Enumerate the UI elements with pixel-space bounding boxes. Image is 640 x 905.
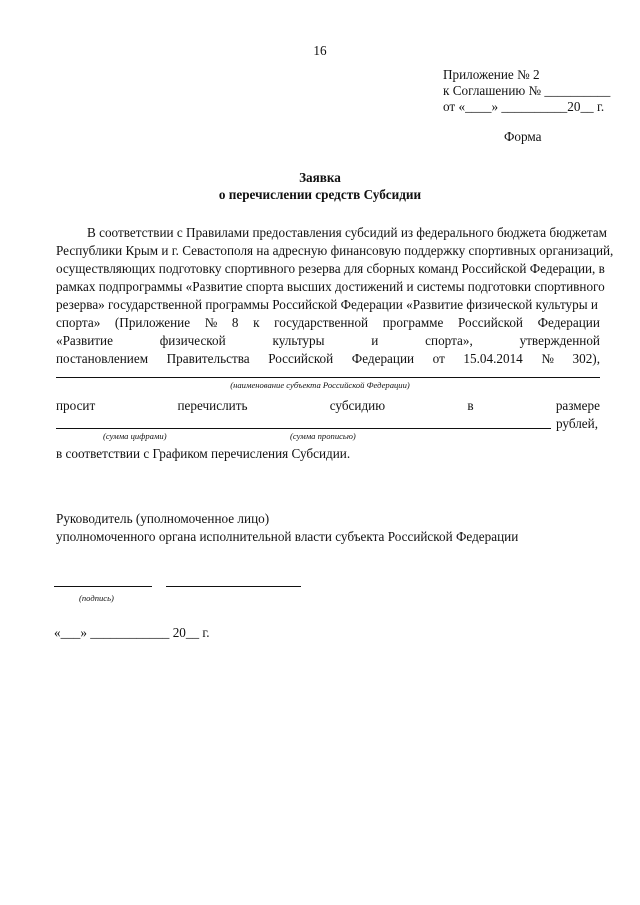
body-line-6-word: Российской: [458, 315, 523, 330]
body-line-1: В соответствии с Правилами предоставления субсидий из федерального бюджета бюджетам: [87, 225, 607, 240]
sum-digits-caption: (сумма цифрами): [103, 431, 167, 441]
body-line-7-word: «Развитие: [56, 333, 113, 348]
request-word: перечислить: [177, 398, 248, 413]
document-title: Заявка: [299, 170, 341, 185]
body-line-8-word: Правительства: [166, 351, 250, 366]
body-line-7-word: и: [371, 333, 379, 348]
body-line-6-word: №: [204, 315, 218, 330]
body-line-8-word: Федерации: [351, 351, 415, 366]
page-number: 16: [313, 43, 327, 58]
body-line-3: осуществляющих подготовку спортивного резерва для сборных команд Российской Федерации, в: [56, 261, 605, 276]
body-line-7-word: физической: [159, 333, 226, 348]
request-word: размере: [555, 398, 600, 413]
body-line-2: Республики Крым и г. Севастополя на адресную финансовую поддержку спортивных организаций,: [56, 243, 614, 258]
signature-caption: (подпись): [79, 593, 114, 603]
body-line-6-word: 8: [231, 315, 239, 330]
head-title-line-1: Руководитель (уполномоченное лицо): [56, 511, 270, 526]
body-line-6-word: к: [253, 315, 260, 330]
head-title-line-2: уполномоченного органа исполнительной власти субъекта Российской Федерации: [56, 529, 519, 544]
form-label: Форма: [504, 129, 542, 144]
request-word: в: [467, 398, 474, 413]
body-line-4: рамках подпрограммы «Развитие спорта высших достижений и системы подготовки спортивного: [56, 279, 605, 294]
body-line-8-word: 15.04.2014: [463, 351, 523, 366]
agreement-date: от «____» __________20__ г.: [443, 99, 605, 114]
amount-field-line: [56, 428, 551, 429]
body-line-7: [56, 331, 600, 350]
body-line-8-word: Российской: [268, 351, 334, 366]
request-line: [56, 396, 600, 415]
appendix-label: Приложение № 2: [443, 67, 540, 82]
subject-name-caption: (наименование субъекта Российской Федерации): [230, 380, 410, 390]
body-line-8-word: постановлением: [56, 351, 149, 366]
body-line-7-word: спорта»,: [425, 333, 473, 348]
body-line-8-word: от: [432, 351, 445, 366]
subject-name-field-line: [56, 377, 600, 378]
body-line-8-word: №: [541, 351, 554, 366]
body-line-6-word: государственной: [274, 315, 369, 330]
body-line-7-word: культуры: [272, 333, 325, 348]
document-subtitle: о перечислении средств Субсидии: [218, 187, 422, 202]
signature-date: «___» ____________ 20__ г.: [54, 625, 210, 640]
schedule-text: в соответствии с Графиком перечисления Субсидии.: [56, 446, 351, 461]
body-line-6-word: программе: [382, 315, 444, 330]
body-line-5: резерва» государственной программы Российской Федерации «Развитие физической культуры и: [56, 297, 598, 312]
request-word: просит: [56, 398, 96, 413]
body-line-6-word: (Приложение: [114, 315, 191, 330]
signature-field-line: [54, 586, 152, 587]
body-line-7-word: утвержденной: [519, 333, 600, 348]
body-line-8: [56, 349, 600, 368]
rubles-label: рублей,: [556, 416, 599, 431]
name-field-line: [166, 586, 301, 587]
request-word: субсидию: [329, 398, 386, 413]
body-line-8-word: 302),: [572, 351, 600, 366]
body-line-6-word: спорта»: [56, 315, 101, 330]
body-line-6-word: Федерации: [537, 315, 600, 330]
agreement-label: к Соглашению № __________: [443, 83, 611, 98]
body-line-6: [56, 313, 600, 332]
sum-words-caption: (сумма прописью): [290, 431, 356, 441]
